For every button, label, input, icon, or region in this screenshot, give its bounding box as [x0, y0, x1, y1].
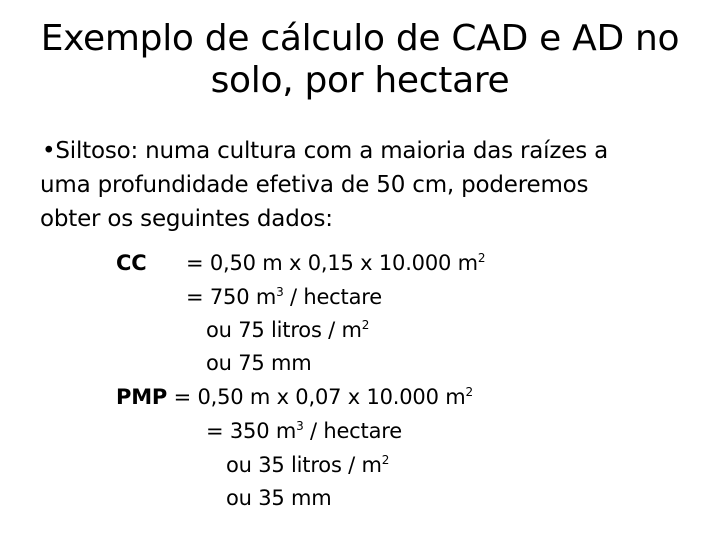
slide-title: [20, 18, 700, 102]
intro-paragraph: [42, 134, 702, 236]
bullet-icon: •: [42, 138, 56, 164]
cc-row-1-text: = 0,50 m x 0,15 x 10.000 m: [186, 251, 478, 275]
cc-row-2: [186, 280, 382, 314]
pmp-row-2: [206, 414, 402, 448]
pmp-row-3-sup: 2: [381, 453, 390, 467]
cc-row-4-text: ou 75 mm: [206, 351, 312, 375]
intro-line-3: obter os seguintes dados:: [40, 206, 333, 232]
pmp-row-1-text: = 0,50 m x 0,07 x 10.000 m: [167, 385, 466, 409]
pmp-row-3: [226, 448, 389, 482]
cc-row-2-text: = 750 m: [186, 285, 277, 309]
cc-label: CC: [116, 251, 147, 275]
cc-row-1-value: [186, 246, 485, 280]
cc-row-2-tail: / hectare: [283, 285, 382, 309]
intro-line-1: [42, 134, 702, 168]
cc-row-1-sup: 2: [477, 251, 486, 265]
cc-row-3-sup: 2: [361, 318, 370, 332]
pmp-row-2-tail: / hectare: [303, 419, 402, 443]
title-line-2: solo, por hectare: [210, 60, 510, 101]
title-line-1: Exemplo de cálculo de CAD e AD no: [40, 18, 680, 59]
cc-row-3: [206, 313, 369, 347]
cc-row-2-sup: 3: [276, 285, 284, 299]
intro-text-1: Siltoso: numa cultura com a maioria das raízes a: [55, 138, 608, 164]
pmp-row-1: [116, 380, 473, 414]
pmp-row-3-text: ou 35 litros / m: [226, 453, 382, 477]
pmp-row-1-sup: 2: [465, 385, 473, 399]
intro-line-2: uma profundidade efetiva de 50 cm, poderemos: [40, 172, 589, 198]
pmp-row-2-sup: 3: [296, 419, 304, 433]
pmp-row-2-text: = 350 m: [206, 419, 297, 443]
cc-row-3-text: ou 75 litros / m: [206, 318, 362, 342]
cc-row-1: [116, 246, 146, 280]
pmp-row-4-text: ou 35 mm: [226, 486, 332, 510]
pmp-label: PMP: [116, 385, 168, 409]
cc-row-4: [206, 346, 312, 380]
pmp-row-4: [226, 481, 332, 515]
